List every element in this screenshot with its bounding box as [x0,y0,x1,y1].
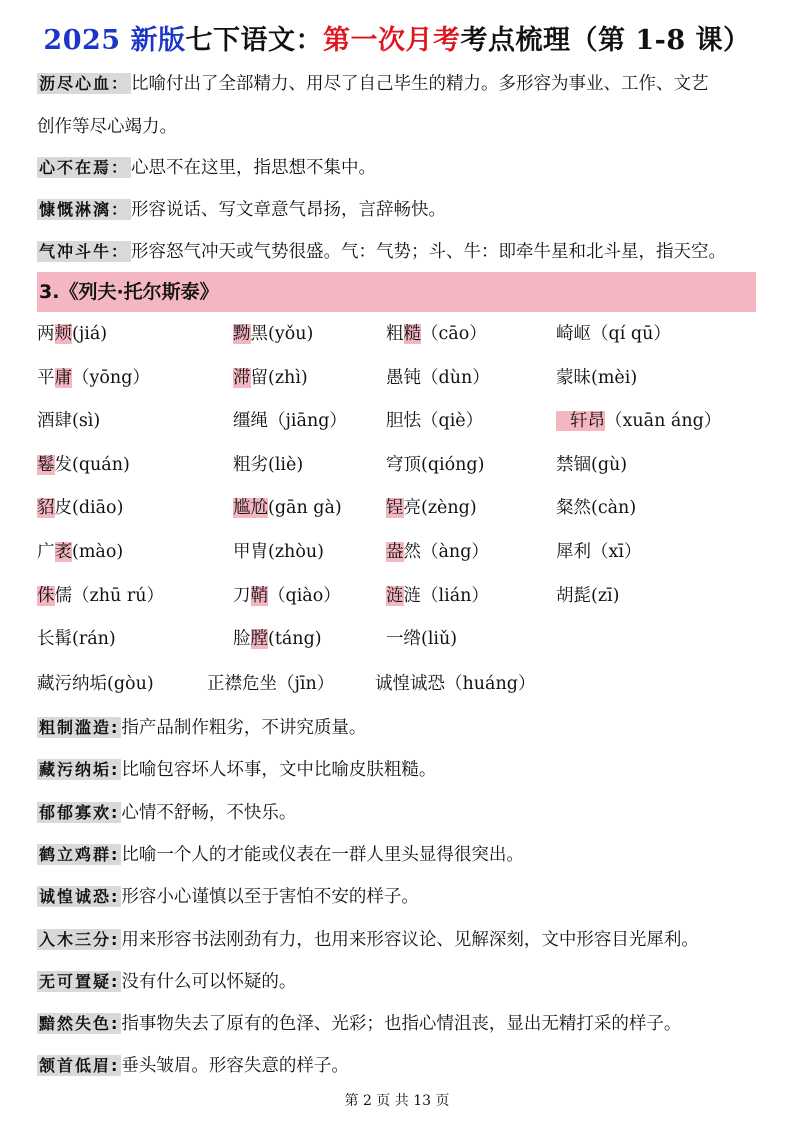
term-label: 入木三分: [39,929,120,949]
term-label: 郁郁寡欢: [39,802,120,822]
highlighted-character: 膛 [250,629,268,650]
term-label: 颔首低眉: [39,1056,120,1076]
title-exam: 第一次月考 [322,25,461,56]
pinyin-word: 平庸（yōng） [37,367,150,388]
pinyin-word: 愚钝（dùn） [386,367,490,388]
term-definition: 形容说话、写文章意气昂扬，言辞畅快。 [131,200,447,220]
pinyin-word: 滞留(zhì) [233,367,308,388]
term-definition: 形容小心谨慎以至于害怕不安的样子。 [121,887,419,908]
term-row [37,842,524,868]
pinyin-word: 正襟危坐（jīn） [207,674,335,694]
highlighted-character: 黝 [233,324,251,344]
highlighted-character: 鬈 [37,454,55,475]
pinyin-word: 尴尬(gān gà) [233,498,342,519]
term-definition: 比喻包容坏人坏事，文中比喻皮肤粗糙。 [121,760,437,781]
pinyin-word: 貂皮(diāo) [37,498,124,519]
pinyin-word: 脸膛(táng) [233,629,322,650]
pinyin-word: 盎然（àng） [386,542,489,562]
term-label: 粗制滥造: [39,718,120,737]
term-label: 黯然失色: [39,1014,120,1034]
term-definition: 比喻一个人的才能或仪表在一群人里头显得很突出。 [121,844,524,865]
term-definition: 心情不舒畅，不快乐。 [121,802,297,823]
term-label: 鹤立鸡群: [39,844,120,864]
pinyin-word: 侏儒（zhū rú） [37,585,164,606]
pinyin-word: 长髯(rán) [37,629,116,650]
title-grade: 七下语文： [185,25,323,56]
page-title [0,18,794,57]
term-row [37,239,726,265]
pinyin-word: 酒肆(sì) [37,411,101,432]
pinyin-word: 一绺(liǔ) [386,629,458,650]
term-definition-continued: 创作等尽心竭力。 [37,117,177,137]
pinyin-word: 广袤(mào) [37,542,124,562]
pinyin-word: 胡髭(zī) [556,585,620,606]
term-definition: 指事物失去了原有的色泽、光彩；也指心情沮丧，显出无精打采的样子。 [121,1014,682,1035]
term-definition: 比喻付出了全部精力、用尽了自己毕生的精力。多形容为事业、工作、文艺 [131,74,709,94]
term-definition: 形容怒气冲天或气势很盛。气：气势；斗、牛：即牵牛星和北斗星，指天空。 [131,242,727,262]
term-row [37,969,296,995]
pinyin-word: 穹顶(qióng) [386,454,485,475]
term-definition: 指产品制作粗劣，不讲究质量。 [121,718,367,738]
highlighted-character: 庸 [54,367,72,388]
pinyin-word: 粗糙（cāo） [386,324,487,344]
pinyin-word: 蒙昧(mèi) [556,367,638,388]
term-definition: 没有什么可以怀疑的。 [121,971,297,992]
pinyin-word: 犀利（xī） [556,542,642,562]
pinyin-word: 禁锢(gù) [556,454,628,475]
section-header [37,272,756,312]
pinyin-word: 两颊(jiá) [37,324,108,344]
highlighted-character: 糙 [403,324,421,344]
pinyin-word: 崎岖（qí qū） [556,324,671,344]
term-label: 气冲斗牛： [39,242,130,261]
pinyin-word: 锃亮(zèng) [386,498,477,519]
pinyin-word: 缰绳（jiāng） [233,411,347,432]
term-row [37,800,296,826]
pinyin-word: 藏污纳垢(gòu) [37,674,154,694]
term-definition: 用来形容书法刚劲有力，也用来形容议论、见解深刻，文中形容目光犀利。 [121,929,699,950]
pinyin-word: 涟涟（lián） [386,585,489,606]
highlighted-character: 滞 [233,367,251,388]
highlighted-character: 锃 [386,498,404,519]
term-label: 心不在焉： [39,158,130,177]
highlighted-character: 涟 [386,585,404,606]
pinyin-word: 甲胄(zhòu) [233,542,324,562]
term-row [37,715,366,741]
highlighted-character: 轩昂 [556,411,605,431]
pinyin-word: 粗劣(liè) [233,454,304,475]
highlighted-character: 侏 [37,585,55,606]
term-row [37,1011,681,1037]
pinyin-word: 粲然(càn) [556,498,637,519]
highlighted-character: 盎 [386,542,404,562]
term-label: 诚惶诚恐: [39,887,120,907]
pinyin-word: 刀鞘（qiào） [233,585,341,606]
term-row [37,927,699,953]
page-number: 第 2 页 共 13 页 [344,1093,450,1109]
highlighted-character: 貂 [37,498,55,519]
term-label: 无可置疑: [39,971,120,991]
pinyin-word: 胆怯（qiè） [386,411,484,432]
pinyin-word: 轩昂（xuān áng） [556,408,721,434]
pinyin-word: 黝黑(yǒu) [233,324,314,344]
highlighted-character: 鞘 [250,585,268,606]
term-row [37,71,709,97]
term-row [37,757,436,783]
term-label: 慷慨淋漓： [39,200,130,219]
title-scope: 考点梳理（第 1-8 课） [460,25,751,56]
term-row [37,197,446,223]
section-title: 3.《列夫·托尔斯泰》 [39,281,219,303]
highlighted-character: 袤 [54,542,72,562]
term-definition: 垂头皱眉。形容失意的样子。 [121,1056,349,1077]
pinyin-word: 诚惶诚恐（huáng） [375,674,536,694]
term-label: 藏污纳垢: [39,760,120,780]
title-year: 2025 新版 [43,25,186,56]
term-label: 沥尽心血： [39,74,130,93]
term-row [37,884,419,910]
highlighted-character: 尴尬 [233,498,268,519]
term-row [37,155,376,181]
term-row [37,1053,349,1079]
pinyin-word: 鬈发(quán) [37,454,130,475]
term-definition: 心思不在这里，指思想不集中。 [131,158,377,178]
highlighted-character: 颊 [54,324,72,344]
